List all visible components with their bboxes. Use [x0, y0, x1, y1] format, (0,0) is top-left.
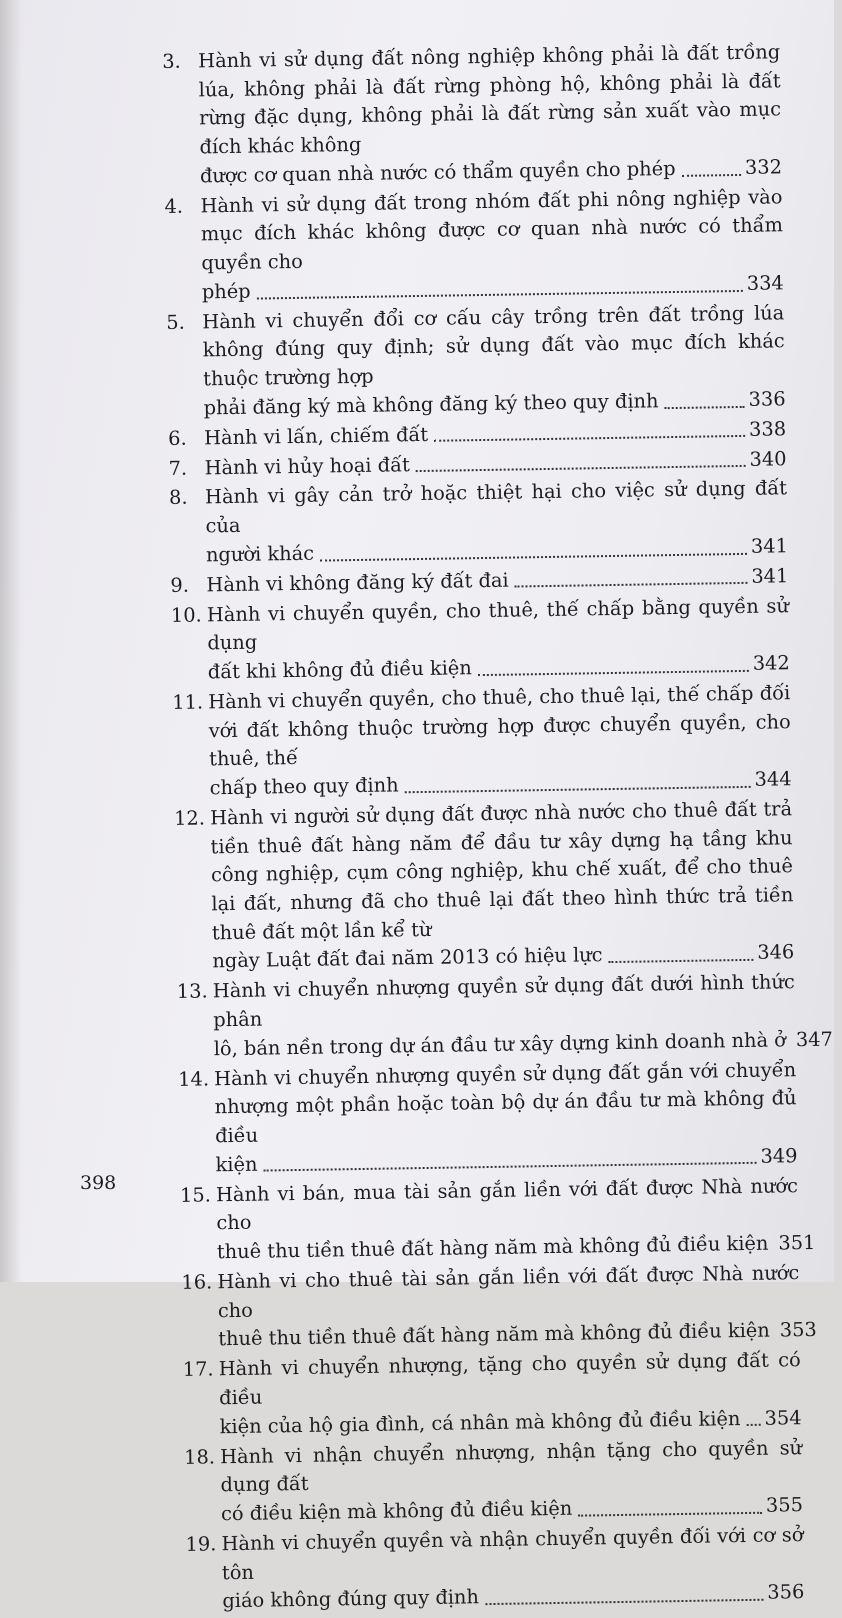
toc-entry-title-end: lô, bán nền trong dự án đầu tư xây dựng kinh doanh nhà ở: [214, 1026, 787, 1064]
toc-entry-title-end: Hành vi lấn, chiếm đất: [204, 421, 428, 453]
toc-entry-title-end: đất khi không đủ điều kiện: [208, 654, 472, 687]
toc-entry: [164, 183, 784, 308]
toc-entry: [172, 679, 792, 804]
toc-entry-number: 5.: [166, 308, 185, 337]
dot-leader: [478, 670, 749, 676]
dot-leader: [257, 289, 743, 299]
toc-entry-page: 346: [757, 939, 794, 968]
toc-entry-number: 9.: [170, 571, 189, 600]
dot-leader: [320, 552, 747, 561]
toc-entry: [183, 1346, 802, 1442]
toc-entry-page: 354: [764, 1404, 801, 1433]
toc-entry-number: 10.: [171, 601, 202, 630]
toc-entry: [180, 1172, 799, 1268]
dot-leader: [746, 1424, 760, 1426]
toc-entry: [185, 1521, 804, 1617]
toc-entry-number: 14.: [178, 1065, 209, 1094]
toc-entry-number: 15.: [180, 1181, 211, 1210]
toc-entry: [162, 38, 782, 191]
toc-entry-title: Hành vi chuyển nhượng quyền sử dụng đất dưới hình thức phân: [213, 969, 796, 1036]
toc-entry-page: 338: [749, 415, 786, 444]
toc-entry-number: 8.: [169, 484, 188, 513]
dot-leader: [416, 465, 746, 472]
toc-entry-title-end: Hành vi không đăng ký đất đai: [206, 566, 509, 599]
toc-entry: [184, 1434, 803, 1530]
dot-leader: [682, 173, 741, 176]
toc-entry-title: Hành vi sử dụng đất trong nhóm đất phi nông nghiệp vào mục đích khác không được cơ quan nhà nước có thẩm quyền cho: [200, 183, 783, 278]
toc-entry-title-end: được cơ quan nhà nước có thẩm quyền cho phép: [200, 155, 676, 191]
toc-entry: [171, 592, 790, 688]
toc-entry-title-end: chấp theo quy định: [209, 771, 398, 803]
toc-entry-title-end: có điều kiện mà không đủ điều kiện: [221, 1495, 573, 1529]
toc-entry-title: Hành vi chuyển nhượng, tặng cho quyền sử dụng đất có điều: [219, 1346, 802, 1413]
dot-leader: [515, 582, 748, 588]
toc-entry-number: 6.: [168, 424, 187, 453]
toc-entry: [166, 299, 786, 424]
toc-entry-page: 340: [749, 445, 786, 474]
dot-leader: [405, 786, 751, 793]
toc-entry-title: Hành vi chuyển quyền, cho thuê, thế chấp bằng quyền sử dụng: [207, 592, 790, 659]
toc-entry-title-end: giáo không đúng quy định: [222, 1583, 479, 1616]
toc-entry-number: 17.: [183, 1356, 214, 1385]
dot-leader: [485, 1599, 763, 1605]
toc-entry-number: 7.: [168, 454, 187, 483]
toc-entry-page: 355: [766, 1491, 803, 1520]
page-edge-shadow: [0, 0, 22, 1282]
toc-entry-title-end: người khác: [206, 540, 315, 570]
dot-leader: [264, 1162, 757, 1172]
toc-entry-title-end: ngày Luật đất đai năm 2013 có hiệu lực: [212, 942, 603, 977]
toc-entry-title-end: thuê thu tiền thuê đất hàng năm mà không đủ điều kiện: [218, 1317, 770, 1354]
table-of-contents: [162, 38, 805, 1618]
toc-entry-number: 11.: [172, 688, 203, 717]
toc-entry-title: Hành vi gây cản trở hoặc thiệt hại cho việc sử dụng đất của: [205, 475, 788, 542]
dot-leader: [609, 959, 754, 963]
toc-entry-title: Hành vi người sử dụng đất được nhà nước cho thuê đất trả tiền thuê đất hàng năm để đầu tư xây dựng hạ tầng khu công nghiệp, cụm công nghiệp, khu chế xuất, để cho thuê lại đất, nhưng đã cho thuê lại đất theo hình thức trả tiền thuê đất một lần kể từ: [210, 795, 794, 948]
toc-entry-title: Hành vi chuyển nhượng quyền sử dụng đất gắn với chuyển nhượng một phần hoặc toàn bộ dự án đầu tư mà không đủ điều: [214, 1056, 797, 1151]
toc-entry-number: 16.: [181, 1268, 212, 1297]
dot-leader: [665, 405, 745, 408]
toc-entry-number: 12.: [174, 804, 205, 833]
toc-entry-title: Hành vi sử dụng đất nông nghiệp không phải là đất trồng lúa, không phải là đất rừng phòng hộ, không phải là đất rừng đặc dụng, không phải là đất rừng sản xuất vào mục đích khác không: [198, 38, 782, 162]
toc-entry-title-end: kiện: [215, 1150, 257, 1179]
toc-entry-page: 342: [753, 649, 790, 678]
toc-entry: [174, 795, 795, 977]
toc-entry-page: 349: [760, 1142, 797, 1171]
toc-entry-title: Hành vi chuyển quyền và nhận chuyển quyền đối với cơ sở tôn: [221, 1521, 804, 1588]
toc-entry-page: 341: [751, 562, 788, 591]
toc-entry-title: Hành vi chuyển đổi cơ cấu cây trồng trên đất trồng lúa không đúng quy định; sử dụng đất vào mục đích khác thuộc trường hợp: [202, 299, 785, 394]
toc-entry-page: 351: [778, 1229, 815, 1258]
toc-entry-title-end: thuê thu tiền thuê đất hàng năm mà không đủ điều kiện: [217, 1230, 769, 1267]
toc-entry-number: 19.: [185, 1530, 216, 1559]
toc-entry-page: 334: [747, 269, 784, 298]
toc-entry: [177, 969, 796, 1065]
dot-leader: [434, 435, 745, 442]
toc-entry-number: 4.: [164, 192, 183, 221]
dot-leader: [578, 1511, 762, 1516]
page-number: 398: [80, 1172, 116, 1194]
toc-entry-page: 341: [751, 532, 788, 561]
toc-entry-number: 3.: [162, 48, 181, 77]
toc-entry-title: Hành vi bán, mua tài sản gắn liền với đất được Nhà nước cho: [216, 1172, 799, 1239]
toc-entry: [181, 1259, 800, 1355]
toc-entry-page: 332: [745, 153, 782, 182]
toc-entry-title-end: kiện của hộ gia đình, cá nhân mà không đủ điều kiện: [219, 1405, 740, 1442]
toc-entry-page: 353: [780, 1316, 817, 1345]
toc-entry-title-end: phép: [202, 277, 251, 306]
toc-entry-page: 344: [754, 765, 791, 794]
toc-entry-title-end: Hành vi hủy hoại đất: [204, 451, 410, 483]
toc-entry-page: 347: [796, 1025, 833, 1054]
toc-entry-page: 336: [748, 385, 785, 414]
toc-entry: [178, 1056, 798, 1181]
toc-entry-title-end: phải đăng ký mà không đăng ký theo quy định: [203, 387, 658, 423]
toc-entry-number: 18.: [184, 1443, 215, 1472]
toc-entry-title: Hành vi chuyển quyền, cho thuê, cho thuê lại, thế chấp đối với đất không thuộc trường hợp được chuyển quyền, cho thuê, thế: [208, 679, 791, 774]
toc-entry-number: 13.: [177, 978, 208, 1007]
toc-entry-title: Hành vi cho thuê tài sản gắn liền với đất được Nhà nước cho: [217, 1259, 800, 1326]
toc-entry-page: 356: [767, 1578, 804, 1607]
toc-entry-title: Hành vi nhận chuyển nhượng, nhận tặng cho quyền sử dụng đất: [220, 1434, 803, 1501]
toc-entry: [169, 475, 788, 571]
